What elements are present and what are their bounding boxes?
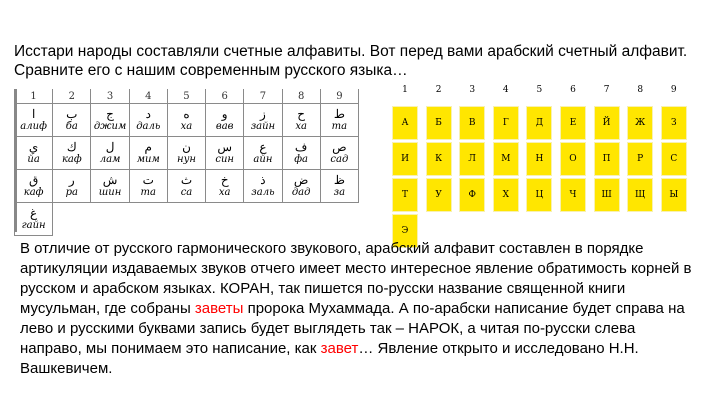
main-text-part-1: В отличие от русского гармонического звукового, арабский алфавит составлен в порядке артикуляции издаваемых звуков отчего имеет место интересное явление обратимость корней в русском и арабском языках. КОРАН, так пишется по-русски название священной книги мусульман, где собраны [20,240,692,317]
russian-letter-cell: С [661,142,687,176]
russian-letter-cell: Н [526,142,552,176]
russian-header-number: 3 [469,85,476,95]
arabic-letter-cell [15,170,53,203]
arabic-header-cell: 6 [206,89,244,104]
russian-header-number: 6 [570,85,576,95]
arabic-letter-cell [320,104,358,137]
arabic-letter: ض [293,172,309,187]
arabic-letter-name: та [331,120,348,132]
arabic-letter-cell [91,137,129,170]
russian-letter-cell: У [426,178,452,212]
russian-letter-cell: П [594,142,620,176]
arabic-header-cell: 4 [129,89,167,104]
empty-cell [91,203,129,236]
russian-letter-cell: Г [493,106,519,140]
arabic-letter-cell [244,137,282,170]
arabic-letter: ك [66,139,77,154]
arabic-letter-name: каф [61,153,82,165]
arabic-header-cell: 7 [244,89,282,104]
highlight-word-zavet: завет [320,340,359,357]
russian-table-header [392,85,712,99]
russian-letter-cell: Ч [560,178,586,212]
empty-cell [129,203,167,236]
arabic-letter-name: гайн [21,219,46,231]
empty-cell [167,203,205,236]
arabic-letter-name: нун [176,153,196,165]
arabic-header-cell: 8 [282,89,320,104]
russian-letter-cell: Е [560,106,586,140]
russian-letter-cell: Ц [526,178,552,212]
russian-letter-cell: Р [627,142,653,176]
arabic-letter: س [217,139,233,154]
arabic-letter-cell [206,170,244,203]
main-text-part-2: пророка Мухаммада. А по-арабски написание будет справа на лево и русскими буквами запись будет выглядеть так – НАРОК, а читая по-русски слева направо, мы понимаем это написание, как [20,300,685,357]
arabic-letter-cell [91,170,129,203]
main-paragraph [20,239,700,379]
arabic-letter: ز [260,106,266,121]
arabic-letter: ث [180,172,193,187]
arabic-table-row [15,203,359,236]
russian-header-number: 9 [670,85,677,95]
arabic-table-row [15,137,359,170]
russian-letter-cell: З [661,106,687,140]
arabic-letter-cell [53,170,91,203]
russian-letter-cell: Д [526,106,552,140]
russian-letter-cell: Ф [459,178,485,212]
arabic-letter-name: даль [136,120,161,132]
arabic-letter-name: са [180,186,193,198]
arabic-letter-cell [320,170,358,203]
arabic-letter-cell [282,104,320,137]
arabic-letter-name: шин [98,186,122,198]
arabic-header-cell: 1 [15,89,53,104]
arabic-letter-name: вав [215,120,234,132]
russian-header-number: 1 [402,85,408,95]
arabic-letter: ص [332,139,347,154]
arabic-letter-name: зайн [250,120,276,132]
russian-letter-cell: Х [493,178,519,212]
arabic-letter-cell [244,104,282,137]
russian-letter-cell: И [392,142,418,176]
russian-header-number: 7 [603,85,610,95]
arabic-letter-name: йа [27,153,40,165]
russian-letter-cell: Й [594,106,620,140]
empty-cell [320,203,358,236]
russian-letter-cell: А [392,106,418,140]
arabic-letter: م [144,139,152,154]
arabic-letter-name: лам [99,153,121,165]
arabic-counting-alphabet-table [14,89,359,236]
arabic-letter: ي [28,139,39,154]
arabic-letter-name: заль [251,186,275,198]
arabic-table-row [15,104,359,137]
russian-letter-cell: Э [392,214,418,248]
russian-header-number: 4 [502,85,509,95]
intro-paragraph: Исстари народы составляли счетные алфавиты. Вот перед вами арабский счетный алфавит. Сравните его с нашим современным русского языка… [14,43,688,79]
arabic-letter-cell [320,137,358,170]
arabic-letter-name: син [215,153,235,165]
empty-cell [282,203,320,236]
arabic-letter-name: дад [291,186,311,198]
arabic-letter: ر [68,172,75,187]
arabic-letter-cell [15,203,53,236]
russian-header-number: 8 [637,85,644,95]
arabic-letter-name: сад [330,153,349,165]
arabic-letter-cell [206,137,244,170]
arabic-letter-cell [53,137,91,170]
arabic-letter-cell [282,137,320,170]
arabic-letter: ن [182,139,191,154]
empty-cell [244,203,282,236]
russian-letter-cell: Ж [627,106,653,140]
russian-letter-cell: К [426,142,452,176]
arabic-letter: ه [183,106,190,121]
arabic-letter-cell [282,170,320,203]
arabic-letter: ع [259,139,267,154]
russian-letter-cell: О [560,142,586,176]
arabic-letter: ب [66,106,78,121]
arabic-letter-name: та [140,186,156,198]
arabic-letter-name: каф [23,186,44,198]
arabic-letter-name: ха [218,186,231,198]
arabic-letter-name: мим [136,153,160,165]
russian-letter-cell: Т [392,178,418,212]
arabic-letter-name: ра [65,186,79,198]
russian-letter-cell: Л [459,142,485,176]
arabic-letter-name: ха [295,120,307,132]
table-left-border [14,89,17,232]
arabic-header-cell: 5 [167,89,205,104]
arabic-letter-cell [15,137,53,170]
arabic-letter: و [221,106,228,121]
arabic-letter-cell [167,137,205,170]
main-text-part-3: … Явление открыто и исследовано Н.Н. Вашкевичем. [20,340,639,377]
arabic-letter-cell [129,137,167,170]
arabic-letter-name: за [333,186,346,198]
arabic-letter-cell [167,170,205,203]
arabic-letter-name: ха [180,120,193,132]
russian-header-number: 2 [435,85,442,95]
arabic-letter: ا [31,106,36,121]
arabic-letter: ق [28,172,39,187]
arabic-letter: ذ [260,172,266,187]
arabic-letter-cell [244,170,282,203]
russian-letter-cell: В [459,106,485,140]
arabic-letter: ط [333,106,345,121]
arabic-letter: ح [297,106,306,121]
arabic-letter-name: фа [294,153,309,165]
arabic-letter-name: джим [93,120,127,132]
arabic-letter: غ [30,205,38,220]
arabic-letter-cell [129,170,167,203]
arabic-header-cell: 9 [320,89,358,104]
empty-cell [53,203,91,236]
arabic-table-row [15,170,359,203]
russian-header-number: 5 [536,85,543,95]
arabic-letter: ل [105,139,115,154]
arabic-letter: ف [294,139,308,154]
russian-letter-cell: М [493,142,519,176]
arabic-letter-name: айн [253,153,273,165]
arabic-letter: خ [220,172,229,187]
arabic-letter-cell [91,104,129,137]
arabic-letter-name: ба [65,120,78,132]
arabic-letter-name: алиф [20,120,47,132]
arabic-letter: ت [142,172,154,187]
arabic-letter-cell [206,104,244,137]
russian-letter-cell: Ы [661,178,687,212]
arabic-letter: د [145,106,151,121]
highlight-word-zavety: заветы [194,300,244,317]
arabic-letter-cell [129,104,167,137]
arabic-letter: ج [106,106,114,121]
arabic-letter: ش [102,172,118,187]
russian-letter-cell: Б [426,106,452,140]
arabic-letter-cell [53,104,91,137]
arabic-header-cell: 2 [53,89,91,104]
russian-letter-cell: Щ [627,178,653,212]
arabic-header-cell: 3 [91,89,129,104]
arabic-letter-cell [15,104,53,137]
arabic-letter: ظ [333,172,345,187]
empty-cell [206,203,244,236]
arabic-letter-cell [167,104,205,137]
russian-letter-cell: Ш [594,178,620,212]
